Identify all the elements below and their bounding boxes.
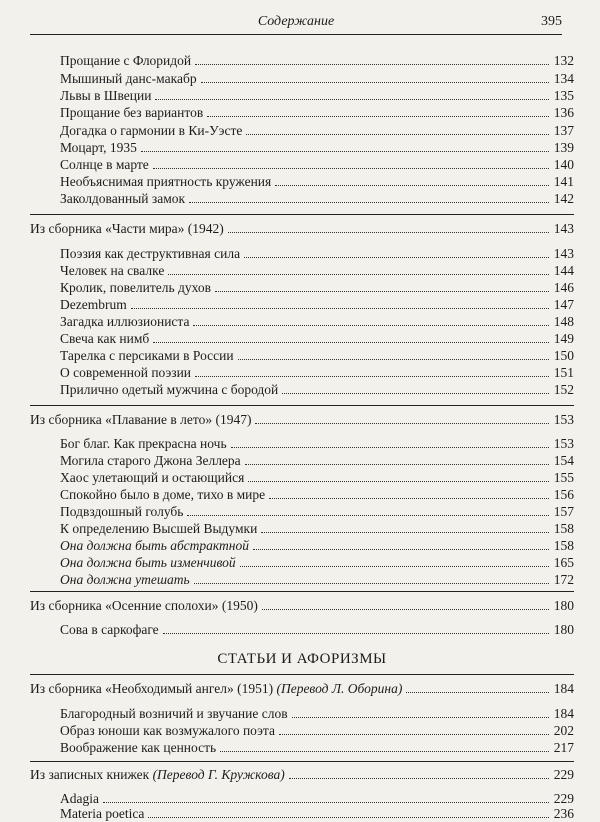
toc-entry: Солнце в марте 140 <box>60 157 574 172</box>
toc-entry: Dezembrum 147 <box>60 297 574 312</box>
toc-entry: Прощание без вариантов 136 <box>60 105 574 120</box>
toc-entry: Бог благ. Как прекрасна ночь 153 <box>60 436 574 451</box>
section-divider <box>30 761 574 762</box>
toc-entry: Хаос улетающий и остающийся 155 <box>60 470 574 485</box>
toc-section-heading: Из сборника «Части мира» (1942) 143 <box>30 221 574 236</box>
toc-entry: Свеча как нимб 149 <box>60 331 574 346</box>
toc-entry: Воображение как ценность 217 <box>60 740 574 755</box>
toc-entry: Поэзия как деструктивная сила 143 <box>60 246 574 261</box>
toc-entry: Человек на свалке 144 <box>60 263 574 278</box>
toc-section-heading: Из сборника «Необходимый ангел» (1951) (Перевод Л. Оборина) 184 <box>30 681 574 696</box>
toc-entry: Кролик, повелитель духов 146 <box>60 280 574 295</box>
toc-entry: Необъяснимая приятность кружения 141 <box>60 174 574 189</box>
toc-entry: Загадка иллюзиониста 148 <box>60 314 574 329</box>
toc-entry: Прилично одетый мужчина с бородой 152 <box>60 382 574 397</box>
toc-entry: Тарелка с персиками в России 150 <box>60 348 574 363</box>
section-divider <box>30 214 574 215</box>
toc-entry: Могила старого Джона Зеллера 154 <box>60 453 574 468</box>
toc-section-heading: Из сборника «Осенние сполохи» (1950) 180 <box>30 598 574 613</box>
toc-entry: Materia poetica 236 <box>60 806 574 821</box>
toc-section-heading: Из сборника «Плавание в лето» (1947) 153 <box>30 412 574 427</box>
toc-section-heading: Из записных книжек (Перевод Г. Кружкова) 229 <box>30 767 574 782</box>
toc-entry: Спокойно было в доме, тихо в мире 156 <box>60 487 574 502</box>
toc-entry: Заколдованный замок 142 <box>60 191 574 206</box>
toc-entry: Она должна утешать 172 <box>60 572 574 587</box>
toc-entry: Подвздошный голубь 157 <box>60 504 574 519</box>
part-heading: СТАТЬИ И АФОРИЗМЫ <box>217 651 387 667</box>
page-number: 395 <box>541 14 562 29</box>
toc-entry: Моцарт, 1935 139 <box>60 140 574 155</box>
toc-entry: Прощание с Флоридой 132 <box>60 53 574 68</box>
toc-entry: К определению Высшей Выдумки 158 <box>60 521 574 536</box>
toc-entry: О современной поэзии 151 <box>60 365 574 380</box>
toc-entry: Догадка о гармонии в Ки-Уэсте 137 <box>60 123 574 138</box>
running-header <box>30 12 562 35</box>
section-divider <box>30 674 574 675</box>
toc-entry: Она должна быть изменчивой 165 <box>60 555 574 570</box>
toc-entry: Благородный возничий и звучание слов 184 <box>60 706 574 721</box>
section-divider <box>30 405 574 406</box>
header-title: Содержание <box>257 14 335 29</box>
toc-entry: Львы в Швеции 135 <box>60 88 574 103</box>
toc-entry: Сова в саркофаге 180 <box>60 622 574 637</box>
translator-credit: (Перевод Г. Кружкова) <box>152 767 285 782</box>
translator-credit: (Перевод Л. Оборина) <box>276 681 403 696</box>
toc-entry: Adagia 229 <box>60 791 574 806</box>
section-divider <box>30 591 574 592</box>
toc-entry: Мышиный данс-макабр 134 <box>60 71 574 86</box>
toc-entry: Она должна быть абстрактной 158 <box>60 538 574 553</box>
toc-entry: Образ юноши как возмужалого поэта 202 <box>60 723 574 738</box>
